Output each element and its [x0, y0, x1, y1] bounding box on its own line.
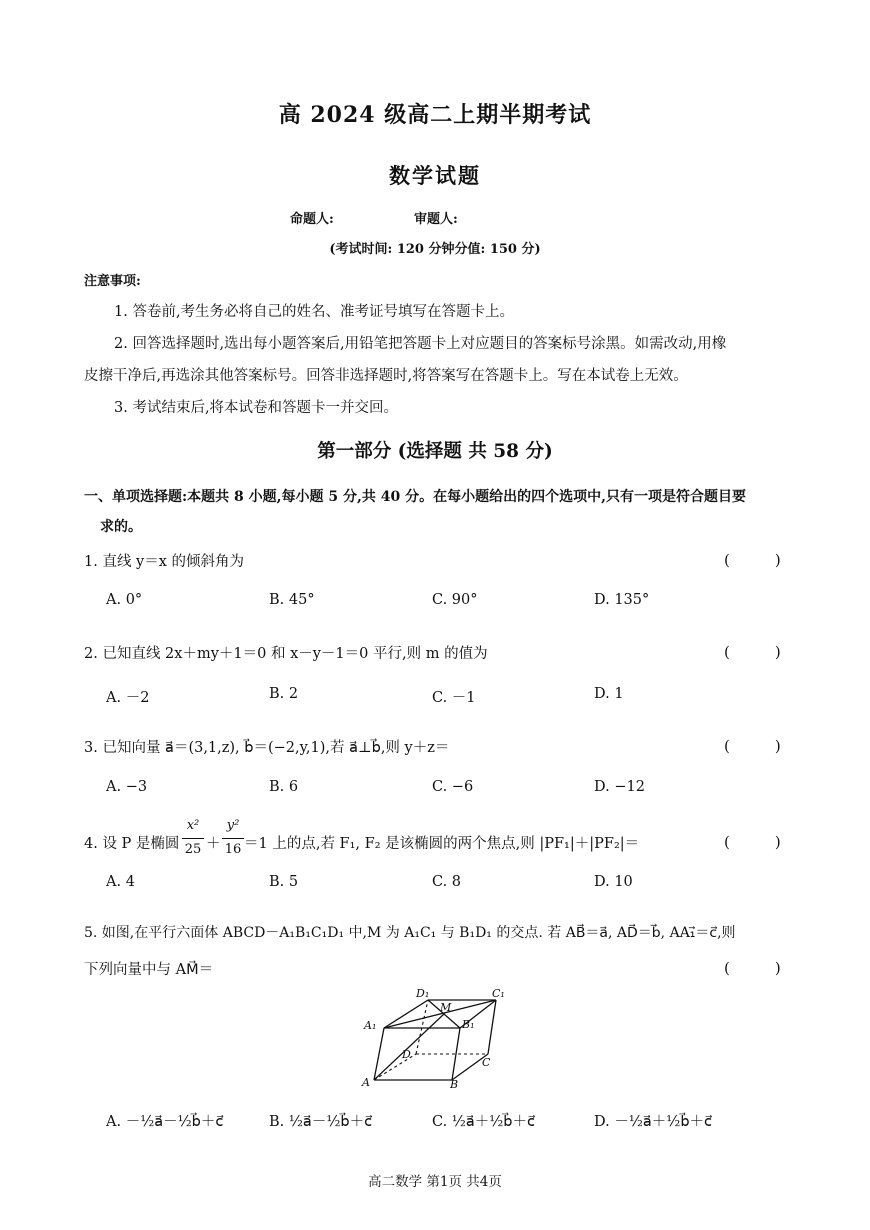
question-stem-cont: 下列向量中与 AM⃗＝	[84, 962, 214, 978]
exam-title: 高 2024 级高二上期半期考试	[278, 102, 592, 128]
option-a: A. 0°	[106, 592, 143, 608]
question-stem: 2. 已知直线 2x＋my＋1＝0 和 x－y－1＝0 平行,则 m 的值为	[84, 646, 488, 662]
option-a: A. −3	[106, 779, 148, 795]
plus-sign: ＋	[206, 836, 221, 852]
fraction-1-numerator: x²	[186, 818, 200, 833]
option-d: D. －½a⃗＋½b⃗＋c⃗	[594, 1114, 712, 1130]
note-item-2: 2. 回答选择题时,选出每小题答案后,用铅笔把答题卡上对应题目的答案标号涂黑。如需改动,用橡	[114, 336, 727, 352]
label-a: A	[362, 1076, 370, 1089]
label-b1: B₁	[462, 1018, 475, 1031]
notes-heading: 注意事项:	[84, 274, 141, 289]
option-a: A. 4	[106, 874, 135, 890]
option-c: C. －1	[432, 690, 476, 706]
label-c: C	[482, 1056, 491, 1069]
option-b: B. ½a⃗－½b⃗＋c⃗	[269, 1114, 373, 1130]
option-d: D. 135°	[594, 592, 650, 608]
fraction-1-denominator: 25	[184, 842, 202, 857]
question-stem-post: ＝1 上的点,若 F₁, F₂ 是该椭圆的两个焦点,则 |PF₁|＋|PF₂|＝	[244, 836, 640, 852]
parallelepiped-figure	[360, 984, 520, 1094]
label-m: M	[440, 1001, 452, 1014]
subject-title: 数学试题	[389, 163, 481, 188]
option-c: C. 8	[432, 874, 462, 890]
option-c: C. −6	[432, 779, 474, 795]
question-stem-pre: 4. 设 P 是椭圆	[84, 836, 180, 852]
answer-paren: ( )	[724, 551, 781, 569]
part1-instruction-cont: 求的。	[100, 519, 142, 535]
answer-paren: ( )	[724, 959, 781, 977]
part1-title: 第一部分 (选择题 共 58 分)	[317, 441, 553, 462]
option-a: A. －½a⃗－½b⃗＋c⃗	[106, 1114, 224, 1130]
label-d1: D₁	[416, 987, 430, 1000]
note-item-2-cont: 皮擦干净后,再选涂其他答案标号。回答非选择题时,将答案写在答题卡上。写在本试卷上无效。	[84, 368, 688, 384]
fraction-1-bar	[182, 838, 204, 839]
option-d: D. −12	[594, 779, 645, 795]
option-d: D. 10	[594, 874, 633, 890]
answer-paren: ( )	[724, 833, 781, 851]
note-item-3: 3. 考试结束后,将本试卷和答题卡一并交回。	[114, 400, 399, 416]
option-b: B. 2	[269, 686, 299, 702]
fraction-2-numerator: y²	[226, 818, 240, 833]
question-stem: 5. 如图,在平行六面体 ABCD－A₁B₁C₁D₁ 中,M 为 A₁C₁ 与 B₁D₁ 的交点. 若 AB⃗＝a⃗, AD⃗＝b⃗, AA₁⃗＝c⃗,则	[84, 925, 736, 941]
setter-label: 命题人:	[290, 212, 334, 227]
fraction-2-denominator: 16	[224, 842, 242, 857]
option-a: A. －2	[106, 690, 150, 706]
label-c1: C₁	[492, 987, 505, 1000]
page-footer: 高二数学 第1页 共4页	[368, 1174, 502, 1190]
fraction-2-bar	[222, 838, 244, 839]
label-b: B	[450, 1078, 459, 1091]
option-b: B. 6	[269, 779, 299, 795]
question-stem: 1. 直线 y＝x 的倾斜角为	[84, 554, 245, 570]
reviewer-label: 审题人:	[414, 212, 458, 227]
option-c: C. ½a⃗＋½b⃗＋c⃗	[432, 1114, 535, 1130]
part1-instruction: 一、单项选择题:本题共 8 小题,每小题 5 分,共 40 分。在每小题给出的四个选项中,只有一项是符合题目要	[84, 489, 746, 505]
exam-time-info: (考试时间: 120 分钟分值: 150 分)	[329, 242, 541, 257]
option-b: B. 45°	[269, 592, 315, 608]
label-a1: A₁	[364, 1019, 377, 1032]
option-c: C. 90°	[432, 592, 478, 608]
option-d: D. 1	[594, 686, 624, 702]
question-stem: 3. 已知向量 a⃗＝(3,1,z), b⃗＝(−2,y,1),若 a⃗⊥b⃗,则 y＋z＝	[84, 740, 450, 756]
answer-paren: ( )	[724, 643, 781, 661]
label-d: D	[402, 1048, 411, 1061]
note-item-1: 1. 答卷前,考生务必将自己的姓名、准考证号填写在答题卡上。	[114, 304, 515, 320]
answer-paren: ( )	[724, 737, 781, 755]
option-b: B. 5	[269, 874, 299, 890]
